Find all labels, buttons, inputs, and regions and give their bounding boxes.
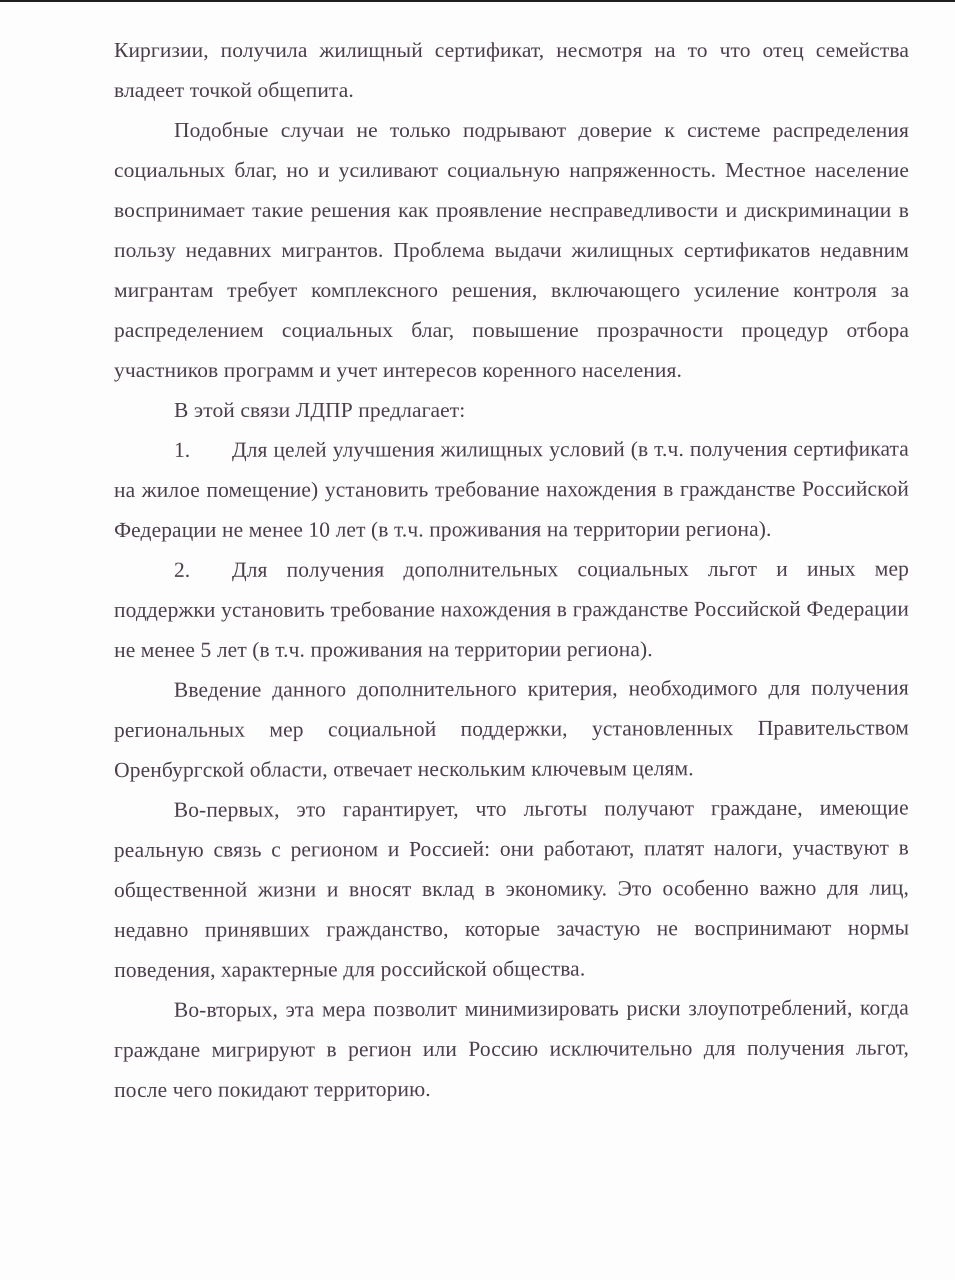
paragraph-social-tension: Подобные случаи не только подрывают доверие к системе распределения социальных благ, но и усиливают социальную напряженность. Местное население воспринимает такие решения как проявление несправедливости и дискриминации в пользу недавних мигрантов. Проблема выдачи жилищных сертификатов недавним мигрантам требует комплексного решения, включающего усиление контроля за распределением социальных благ, повышение прозрачности процедур отбора участников программ и учет интересов коренного населения. [114, 118, 909, 382]
document-body [114, 30, 909, 1110]
paragraph-firstly: Во-первых, это гарантирует, что льготы получают граждане, имеющие реальную связь с регионом и Россией: они работают, платят налоги, участвуют в общественной жизни и вносят вклад в экономику. Это особенно важно для лиц, недавно принявших гражданство, которые зачастую не воспринимают нормы поведения, характерные для российской общества. [113, 795, 910, 982]
top-border-line [0, 0, 955, 2]
paragraph-continuation: Киргизии, получила жилищный сертификат, несмотря на то что отец семейства владеет точкой общепита. [114, 38, 909, 102]
proposal-item-1-text: Для целей улучшения жилищных условий (в т.ч. получения сертификата на жилое помещение) установить требование нахождения в гражданстве Российской Федерации не менее 10 лет (в т.ч. проживания на территории региона). [113, 436, 910, 542]
proposal-item-1-number: 1. [173, 437, 191, 462]
paragraph-ldpr-proposes: В этой связи ЛДПР предлагает: [174, 398, 466, 422]
paragraph-criterion-goals: Введение данного дополнительного критерия, необходимого для получения региональных мер социальной поддержки, установленных Правительством Оренбургской области, отвечает нескольким ключевым целям. [113, 675, 910, 782]
proposal-item-1 [114, 429, 909, 550]
proposal-item-2-text: Для получения дополнительных социальных льгот и иных мер поддержки установить требование нахождения в гражданстве Российской Федерации не менее 5 лет (в т.ч. проживания на территории региона). [113, 556, 910, 662]
paragraph-secondly: Во-вторых, эта мера позволит минимизировать риски злоупотреблений, когда граждане мигрируют в регион или Россию исключительно для получения льгот, после чего покидают территорию. [113, 995, 910, 1102]
proposal-item-2-number: 2. [173, 557, 191, 582]
proposal-item-2 [114, 549, 909, 670]
